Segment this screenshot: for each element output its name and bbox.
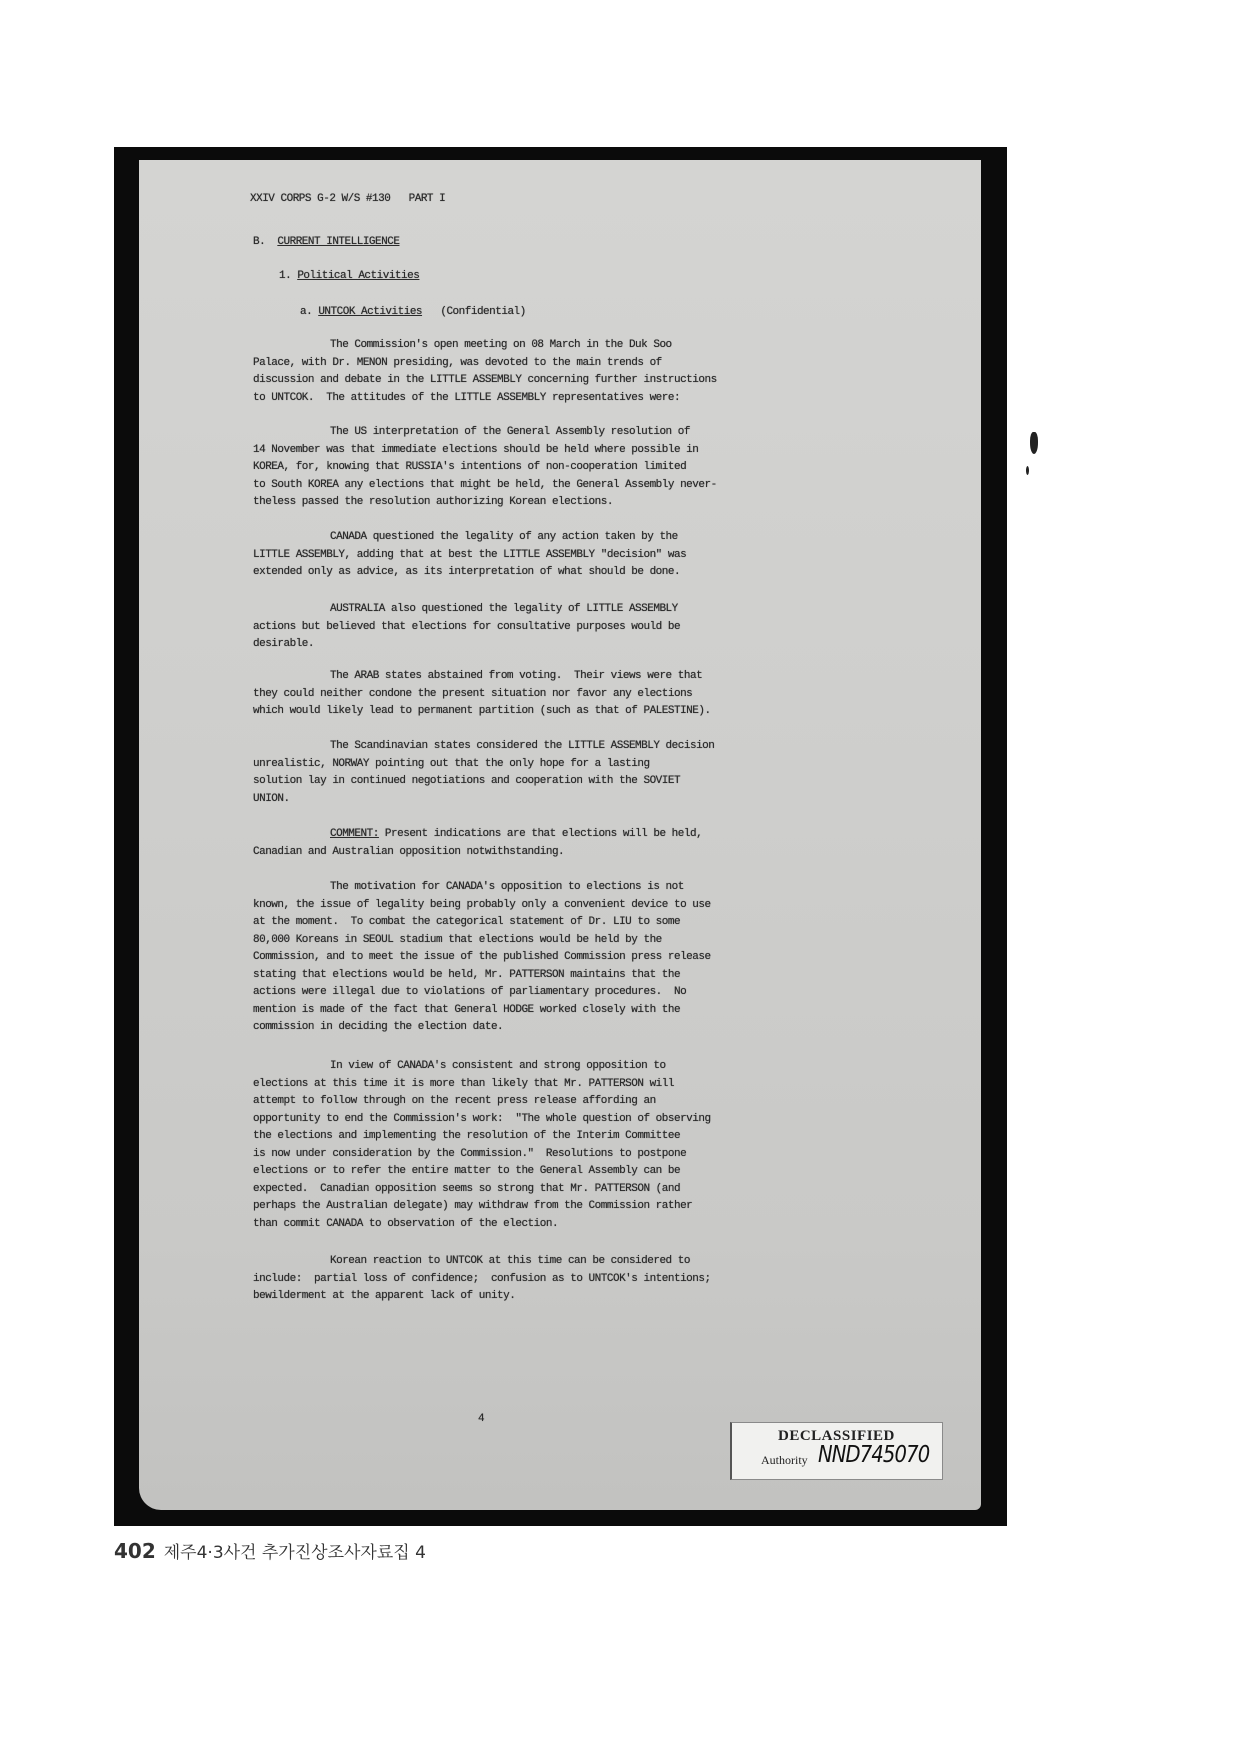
paragraph-line: stating that elections would be held, Mr. PATTERSON maintains that the	[253, 968, 681, 981]
paragraph-line: The ARAB states abstained from voting. Their views were that	[330, 670, 703, 682]
paragraph-line: elections at this time it is more than likely that Mr. PATTERSON will	[253, 1077, 674, 1090]
book-title: 제주4·3사건 추가진상조사자료집 4	[163, 1543, 426, 1563]
item-classification: (Confidential)	[440, 306, 526, 318]
paragraph-line: mention is made of the fact that General HODGE worked closely with the	[253, 1003, 681, 1016]
paragraph-line: actions but believed that elections for consultative purposes would be	[253, 620, 681, 633]
paragraph-line: extended only as advice, as its interpretation of what should be done.	[253, 566, 681, 578]
paragraph-line: LITTLE ASSEMBLY, adding that at best the LITTLE ASSEMBLY "decision" was	[253, 548, 687, 561]
ink-mark	[1030, 432, 1038, 454]
stamp-authority-value: NND745070	[818, 1442, 930, 1468]
paragraph-line: unrealistic, NORWAY pointing out that the only hope for a lasting	[253, 757, 650, 770]
document-header: XXIV CORPS G-2 W/S #130 PART I	[250, 193, 446, 205]
paragraph-line: the elections and implementing the resolution of the Interim Committee	[253, 1130, 681, 1142]
item-letter: a.	[300, 306, 313, 318]
paragraph-line	[253, 826, 702, 844]
paragraph-line: at the moment. To combat the categorical statement of Dr. LIU to some	[253, 916, 681, 928]
subsection-heading	[279, 268, 419, 286]
paragraph-line: which would likely lead to permanent partition (such as that of PALESTINE).	[253, 705, 711, 717]
paragraph-line: UNION.	[253, 792, 290, 805]
book-footer	[114, 1538, 426, 1563]
paragraph-line: Palace, with Dr. MENON presiding, was devoted to the main trends of	[253, 356, 662, 369]
paragraph-line: Commission, and to meet the issue of the published Commission press release	[253, 951, 711, 963]
paragraph	[253, 826, 702, 861]
paragraph-line: solution lay in continued negotiations and cooperation with the SOVIET	[253, 775, 681, 787]
paragraph-line: KOREA, for, knowing that RUSSIA's intentions of non-cooperation limited	[253, 461, 687, 473]
stamp-title: DECLASSIFIED	[778, 1428, 895, 1444]
section-heading	[253, 234, 399, 252]
paragraph-line: discussion and debate in the LITTLE ASSEMBLY concerning further instructions	[253, 374, 717, 386]
paragraph-line: perhaps the Australian delegate) may withdraw from the Commission rather	[253, 1200, 693, 1212]
paragraph-line: elections or to refer the entire matter to the General Assembly can be	[253, 1165, 681, 1177]
subsection-title: Political Activities	[297, 270, 420, 282]
paragraph-line: desirable.	[253, 638, 315, 650]
paragraph-line: commission in deciding the election date.	[253, 1021, 504, 1033]
paragraph-line: is now under consideration by the Commission." Resolutions to postpone	[253, 1147, 687, 1160]
stamp-authority-label: Authority	[761, 1453, 808, 1467]
paragraph-line: theless passed the resolution authorizing Korean elections.	[253, 496, 613, 508]
paragraph-line: bewilderment at the apparent lack of unity.	[253, 1290, 516, 1302]
comment-text: Present indications are that elections will be held,	[378, 828, 703, 840]
paragraph-line: actions were illegal due to violations of parliamentary procedures. No	[253, 986, 687, 998]
paragraph	[253, 529, 686, 582]
ink-mark	[1026, 466, 1029, 475]
paragraph	[253, 337, 717, 407]
paragraph	[253, 738, 714, 808]
paragraph-line: Korean reaction to UNTCOK at this time can be considered to	[330, 1255, 690, 1267]
paragraph-line: 14 November was that immediate elections should be held where possible in	[253, 443, 699, 456]
paragraph-line: expected. Canadian opposition seems so strong that Mr. PATTERSON (and	[253, 1182, 681, 1195]
paragraph-line: 80,000 Koreans in SEOUL stadium that elections would be held by the	[253, 933, 662, 946]
comment-label: COMMENT:	[330, 828, 379, 840]
paragraph-line: than commit CANADA to observation of the election.	[253, 1217, 559, 1230]
paragraph-line: known, the issue of legality being probably only a convenient device to use	[253, 898, 711, 911]
paragraph-line: CANADA questioned the legality of any action taken by the	[330, 531, 678, 543]
subsection-number: 1.	[279, 270, 292, 282]
section-title: CURRENT INTELLIGENCE	[277, 236, 400, 248]
item-heading	[300, 304, 526, 322]
paragraph-line: The Scandinavian states considered the LITTLE ASSEMBLY decision	[330, 740, 715, 752]
paragraph-line: to UNTCOK. The attitudes of the LITTLE ASSEMBLY representatives were:	[253, 391, 681, 404]
paragraph	[253, 424, 717, 512]
paragraph-line: The Commission's open meeting on 08 March in the Duk Soo	[330, 339, 672, 351]
book-page-number: 402	[114, 1539, 156, 1563]
paragraph-line: Canadian and Australian opposition notwithstanding.	[253, 845, 565, 858]
paragraph-line: In view of CANADA's consistent and strong opposition to	[330, 1060, 666, 1072]
paragraph	[253, 1058, 711, 1233]
paragraph-line: The US interpretation of the General Assembly resolution of	[330, 426, 690, 438]
paragraph	[253, 668, 711, 721]
page-number: 4	[478, 1413, 485, 1425]
paragraph	[253, 879, 711, 1037]
paragraph-line: include: partial loss of confidence; confusion as to UNTCOK's intentions;	[253, 1272, 711, 1285]
paragraph-line: opportunity to end the Commission's work: "The whole question of observing	[253, 1112, 711, 1125]
paragraph-line: The motivation for CANADA's opposition to elections is not	[330, 881, 684, 893]
section-letter: B.	[253, 236, 266, 248]
paragraph-line: they could neither condone the present situation nor favor any elections	[253, 687, 693, 700]
paragraph	[253, 1253, 711, 1306]
paragraph-line: to South KOREA any elections that might be held, the General Assembly never-	[253, 478, 717, 491]
declassified-stamp	[730, 1422, 943, 1480]
item-title: UNTCOK Activities	[318, 306, 423, 318]
paragraph	[253, 601, 680, 654]
paragraph-line: attempt to follow through on the recent press release affording an	[253, 1095, 656, 1107]
paragraph-line: AUSTRALIA also questioned the legality of LITTLE ASSEMBLY	[330, 603, 678, 615]
